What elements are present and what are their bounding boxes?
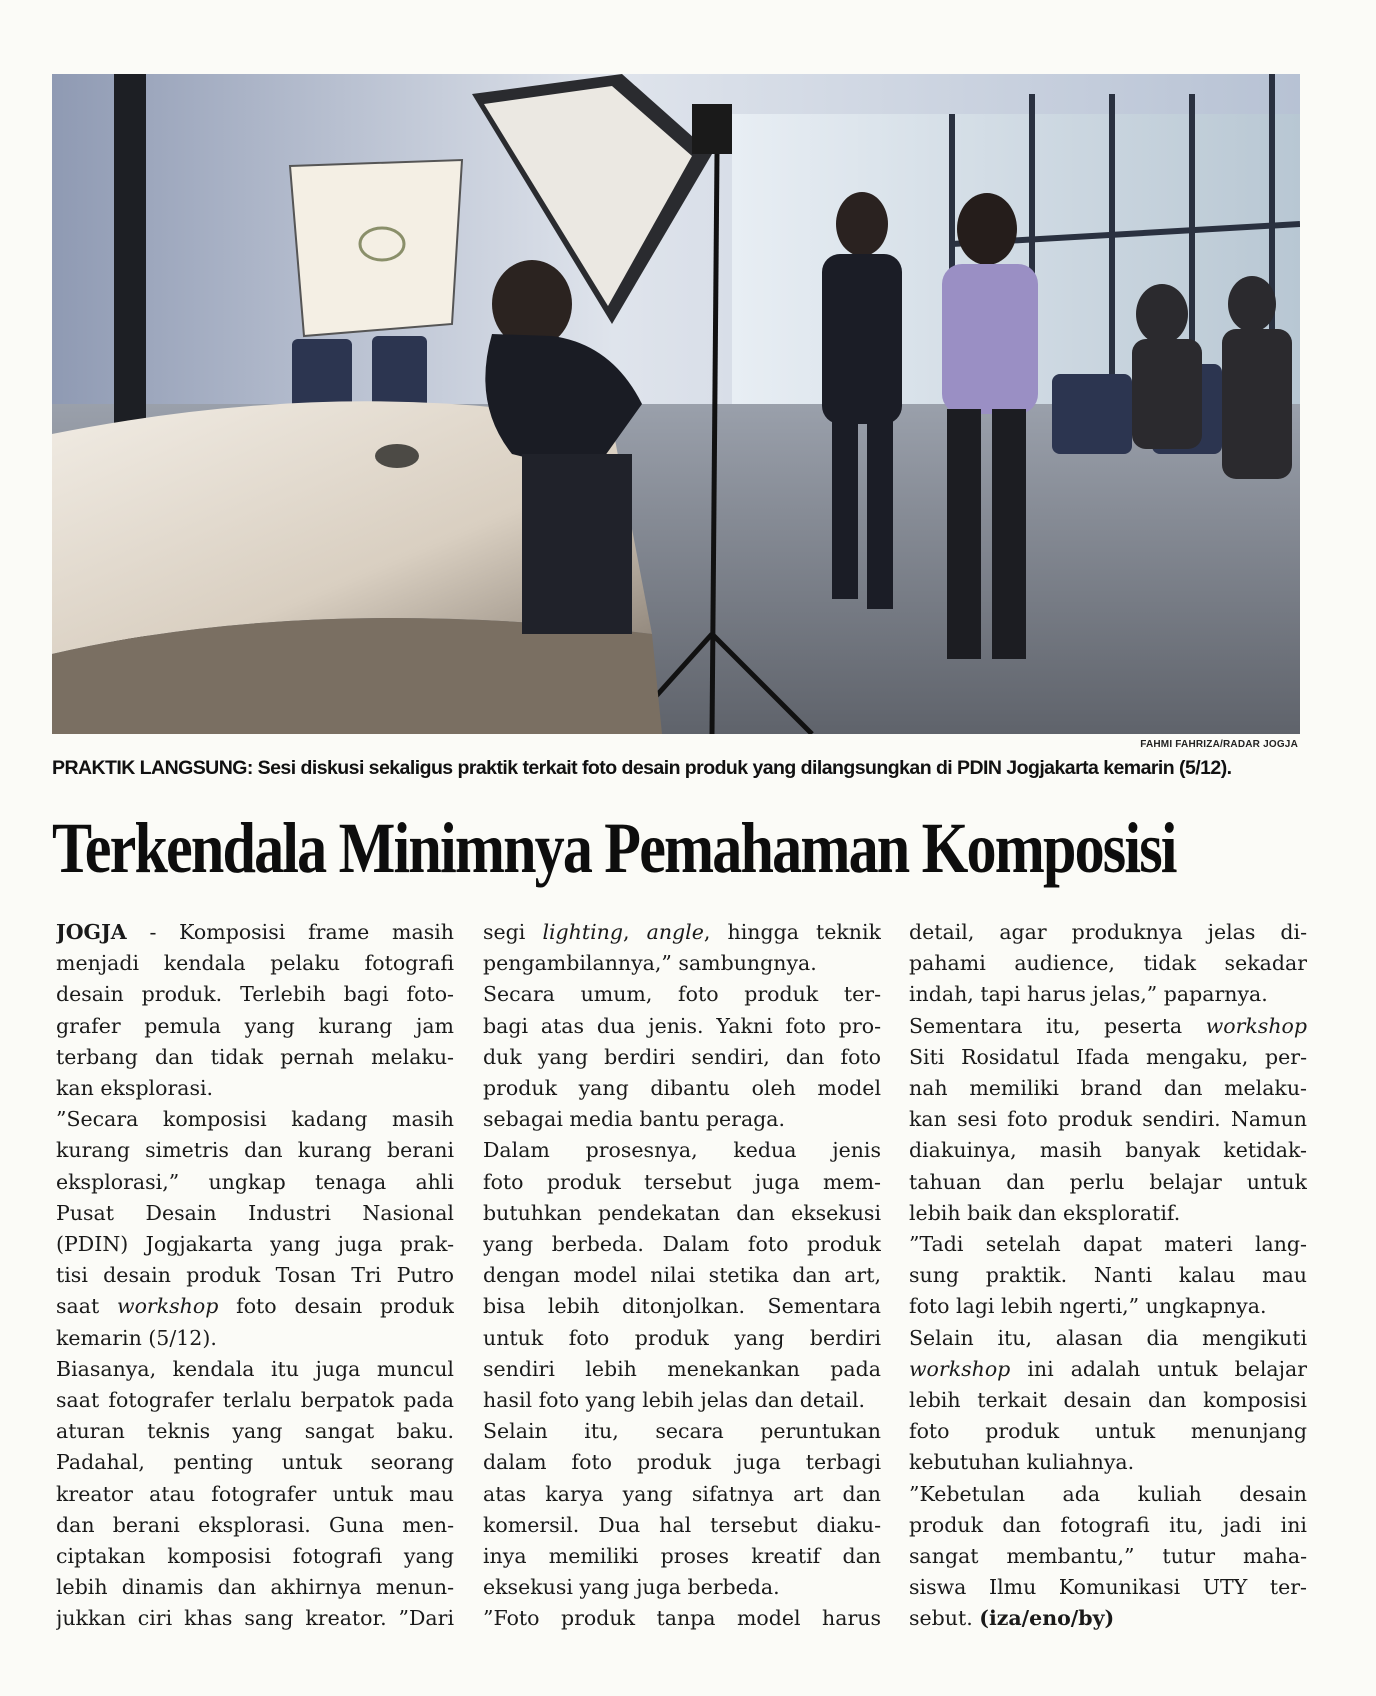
column-line: untuk foto produk yang berdiri — [483, 1325, 881, 1350]
column-line: eksplorasi,” ungkap tenaga ahli — [56, 1169, 454, 1194]
headline: Terkendala Minimnya Pemahaman Komposisi — [52, 808, 1176, 888]
column-line: saat fotografer terlalu berpatok pada — [56, 1388, 454, 1413]
column-line: JOGJA - Komposisi frame masih — [56, 920, 454, 944]
article-column-3 — [909, 917, 1307, 1635]
column-line: sendiri lebih menekankan pada — [483, 1356, 881, 1381]
column-line: jukkan ciri khas sang kreator. ”Dari — [56, 1606, 454, 1631]
column-line: menjadi kendala pelaku fotografi — [56, 951, 454, 976]
column-line: Selain itu, alasan dia mengikuti — [909, 1325, 1307, 1350]
column-line: sebut. (iza/eno/by) — [909, 1606, 1115, 1631]
article-column-1 — [56, 917, 454, 1635]
caption-lead: PRAKTIK LANGSUNG: — [52, 757, 253, 779]
column-line: inya memiliki proses kreatif dan — [483, 1544, 881, 1569]
photo-illustration — [52, 74, 1300, 734]
photo-caption — [52, 757, 1312, 780]
column-line: lebih dinamis dan akhirnya menun- — [56, 1575, 454, 1600]
article-column-2 — [483, 917, 881, 1635]
photo-credit: FAHMI FAHRIZA/RADAR JOGJA — [1140, 739, 1298, 750]
column-line: foto produk tersebut juga mem- — [483, 1169, 881, 1194]
column-line: kan sesi foto produk sendiri. Namun — [909, 1107, 1307, 1132]
column-line: bisa lebih ditonjolkan. Sementara — [483, 1294, 881, 1319]
column-line: foto lagi lebih ngerti,” ungkapnya. — [909, 1294, 1267, 1319]
column-line: kemarin (5/12). — [56, 1325, 217, 1350]
column-line: tisi desain produk Tosan Tri Putro — [56, 1263, 454, 1288]
column-line: kreator atau fotografer untuk mau — [56, 1481, 454, 1506]
column-line: lebih terkait desain dan komposisi — [909, 1388, 1307, 1413]
column-line: ”Kebetulan ada kuliah desain — [909, 1481, 1307, 1506]
column-line: pahami audience, tidak sekadar — [909, 951, 1307, 976]
caption-text: Sesi diskusi sekaligus praktik terkait foto desain produk yang dilangsungkan di PDIN Jogjakarta kemarin (5/12). — [252, 757, 1232, 779]
column-line: eksekusi yang juga berbeda. — [483, 1575, 780, 1600]
column-line: Biasanya, kendala itu juga muncul — [56, 1356, 454, 1381]
column-line: ”Foto produk tanpa model harus — [483, 1606, 881, 1631]
column-line: butuhkan pendekatan dan eksekusi — [483, 1200, 881, 1225]
column-line: lebih baik dan eksploratif. — [909, 1200, 1181, 1225]
column-line: Siti Rosidatul Ifada mengaku, per- — [909, 1044, 1307, 1069]
column-line: atas karya yang sifatnya art dan — [483, 1481, 881, 1506]
column-line: produk dan fotografi itu, jadi ini — [909, 1512, 1307, 1537]
column-line: sung praktik. Nanti kalau mau — [909, 1263, 1307, 1288]
column-line: (PDIN) Jogjakarta yang juga prak- — [56, 1232, 454, 1257]
column-line: ”Tadi setelah dapat materi lang- — [909, 1232, 1307, 1257]
column-line: komersil. Dua hal tersebut diaku- — [483, 1512, 881, 1537]
column-line: ciptakan komposisi fotografi yang — [56, 1544, 454, 1569]
column-line: desain produk. Terlebih bagi foto- — [56, 982, 454, 1007]
column-line: dengan model nilai stetika dan art, — [483, 1263, 881, 1288]
column-line: sebagai media bantu peraga. — [483, 1107, 786, 1132]
column-line: Sementara itu, peserta workshop — [909, 1013, 1307, 1038]
column-line: kurang simetris dan kurang berani — [56, 1138, 454, 1163]
column-line: duk yang berdiri sendiri, dan foto — [483, 1044, 881, 1069]
column-line: pengambilannya,” sambungnya. — [483, 951, 817, 976]
dateline: JOGJA — [56, 920, 127, 944]
column-line: Secara umum, foto produk ter- — [483, 982, 881, 1007]
column-line: workshop ini adalah untuk belajar — [909, 1356, 1307, 1381]
column-line: Padahal, penting untuk seorang — [56, 1450, 454, 1475]
column-line: segi lighting, angle, hingga teknik — [483, 920, 881, 944]
column-line: diakuinya, masih banyak ketidak- — [909, 1138, 1307, 1163]
column-line: hasil foto yang lebih jelas dan detail. — [483, 1388, 866, 1413]
column-line: ”Secara komposisi kadang masih — [56, 1107, 454, 1132]
column-line: Dalam prosesnya, kedua jenis — [483, 1138, 881, 1163]
column-line: yang berbeda. Dalam foto produk — [483, 1232, 881, 1257]
column-line: dalam foto produk juga terbagi — [483, 1450, 881, 1475]
column-line: detail, agar produknya jelas di- — [909, 920, 1307, 944]
column-line: tahuan dan perlu belajar untuk — [909, 1169, 1307, 1194]
column-line: nah memiliki brand dan melaku- — [909, 1076, 1307, 1101]
column-line: saat workshop foto desain produk — [56, 1294, 454, 1319]
column-line: siswa Ilmu Komunikasi UTY ter- — [909, 1575, 1307, 1600]
column-line: dan berani eksplorasi. Guna men- — [56, 1512, 454, 1537]
column-line: Pusat Desain Industri Nasional — [56, 1200, 454, 1225]
column-line: bagi atas dua jenis. Yakni foto pro- — [483, 1013, 881, 1038]
author-signature: (iza/eno/by) — [979, 1606, 1115, 1631]
article-photo — [52, 74, 1300, 734]
column-line: kan eksplorasi. — [56, 1076, 214, 1101]
column-line: terbang dan tidak pernah melaku- — [56, 1044, 454, 1069]
column-line: sangat membantu,” tutur maha- — [909, 1544, 1307, 1569]
column-line: aturan teknis yang sangat baku. — [56, 1419, 454, 1444]
column-line: kebutuhan kuliahnya. — [909, 1450, 1135, 1475]
column-line: Selain itu, secara peruntukan — [483, 1419, 881, 1444]
column-line: indah, tapi harus jelas,” paparnya. — [909, 982, 1268, 1007]
column-line: grafer pemula yang kurang jam — [56, 1013, 454, 1038]
column-line: foto produk untuk menunjang — [909, 1419, 1307, 1444]
column-line: produk yang dibantu oleh model — [483, 1076, 881, 1101]
